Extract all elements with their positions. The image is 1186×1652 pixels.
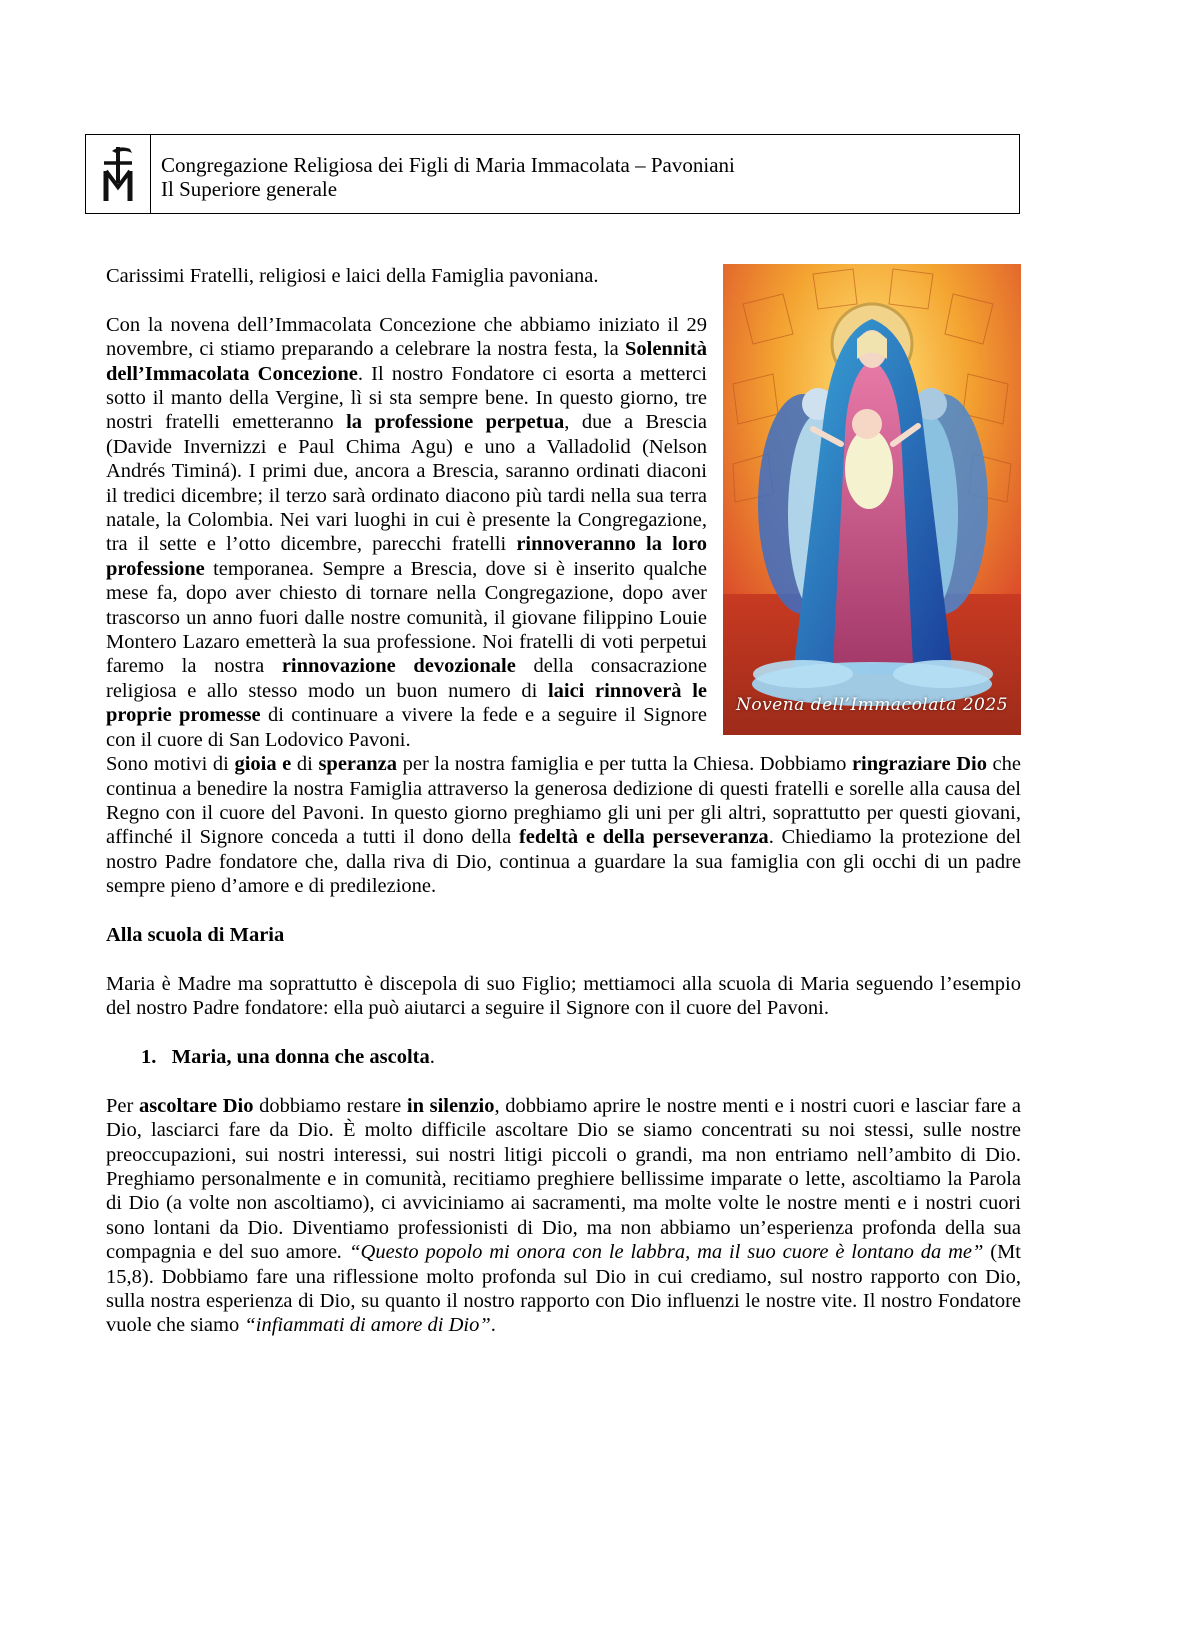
paragraph-4: Per ascoltare Dio dobbiamo restare in silenzio, dobbiamo aprire le nostre menti e i nostri cuori e lasciar fare a Dio, lasciarci fare da Dio. È molto difficile ascoltare Dio se siamo concentrati su noi stessi, sulle nostre preoccupazioni, sui nostri interessi, sui nostri litigi piccoli o grandi, ma non entriamo nell’ambito di Dio. Preghiamo personalmente e in comunità, recitiamo preghiere bellissime imparate o lette, ascoltiamo la Parola di Dio (a volte non ascoltiamo), ci avviciniamo ai sacramenti, ma molte volte le nostre menti e i nostri cuori sono lontani da Dio. Diventiamo professionisti di Dio, ma non abbiamo un’esperienza profonda della sua compagnia e del suo amore. “Questo popolo mi onora con le labbra, ma il suo cuore è lontano da me” (Mt 15,8). Dobbiamo fare una riflessione molto profonda sul Dio in cui crediamo, sul nostro rapporto con Dio, sulla nostra esperienza di Dio, su quanto il nostro rapporto con Dio influenzi le nostre vite. Il nostro Fondatore vuole che siamo “infiammati di amore di Dio”.	[106, 1094, 1021, 1337]
greeting: Carissimi Fratelli, religiosi e laici della Famiglia pavoniana.	[106, 265, 599, 287]
section-heading: Alla scuola di Maria	[106, 923, 285, 946]
madonna-painting	[723, 264, 1021, 735]
fmi-monogram-icon	[98, 143, 138, 205]
letter-body	[106, 264, 1021, 1338]
paragraph-3: Maria è Madre ma soprattutto è discepola di suo Figlio; mettiamoci alla scuola di Maria seguendo l’esempio del nostro Padre fondatore: ella può aiutarci a seguire il Signore con il cuore del Pavoni.	[106, 972, 1021, 1020]
novena-image	[723, 264, 1021, 735]
logo-cell	[86, 135, 151, 213]
letterhead-text	[151, 135, 735, 213]
paragraph-2: Sono motivi di gioia e di speranza per la nostra famiglia e per tutta la Chiesa. Dobbiamo ringraziare Dio che continua a benedire la nostra Famiglia attraverso la generosa dedizione di questi fratelli e sorelle alla causa del Regno con il cuore del Pavoni. In questo giorno preghiamo gli uni per gli altri, soprattutto per questi giovani, affinché il Signore conceda a tutti il dono della fedeltà e della perseveranza. Chiediamo la protezione del nostro Padre fondatore che, dalla riva di Dio, continua a guardare la sua famiglia con gli occhi di un padre sempre pieno d’amore e di predilezione.	[106, 753, 1022, 898]
letterhead	[85, 134, 1020, 214]
list-item-heading: 1. Maria, una donna che ascolta.	[141, 1045, 435, 1068]
author-role: Il Superiore generale	[161, 177, 338, 201]
org-name: Congregazione Religiosa dei Figli di Maria Immacolata – Pavoniani	[161, 153, 735, 177]
image-caption: Novena dell’Immacolata 2025	[735, 694, 1009, 715]
paragraph-1: Con la novena dell’Immacolata Concezione che abbiamo iniziato il 29 novembre, ci stiamo preparando a celebrare la nostra festa, la Solennità dell’Immacolata Concezione. Il nostro Fondatore ci esorta a metterci sotto il manto della Vergine, lì si sta sempre bene. In questo giorno, tre nostri fratelli emetteranno la professione perpetua, due a Brescia (Davide Invernizzi e Paul Chima Agu) e uno a Valladolid (Nelson Andrés Timiná). I primi due, ancora a Brescia, saranno ordinati diaconi il tredici dicembre; il terzo sarà ordinato diacono più tardi nella sua terra natale, la Colombia. Nei vari luoghi in cui è presente la Congregazione, tra il sette e l’otto dicembre, parecchi fratelli rinnoveranno la loro professione temporanea. Sempre a Brescia, dove si è inserito qualche mese fa, dopo aver chiesto di tornare nella Congregazione, dopo aver trascorso un anno fuori dalle nostre comunità, il giovane filippino Louie Montero Lazaro emetterà la sua professione. Noi fratelli di voti perpetui faremo la nostra rinnovazione devozionale della consacrazione religiosa e allo stesso modo un buon numero di laici rinnoverà le proprie promesse di continuare a vivere la fede e a seguire il Signore con il cuore di San Lodovico Pavoni.	[106, 313, 708, 751]
